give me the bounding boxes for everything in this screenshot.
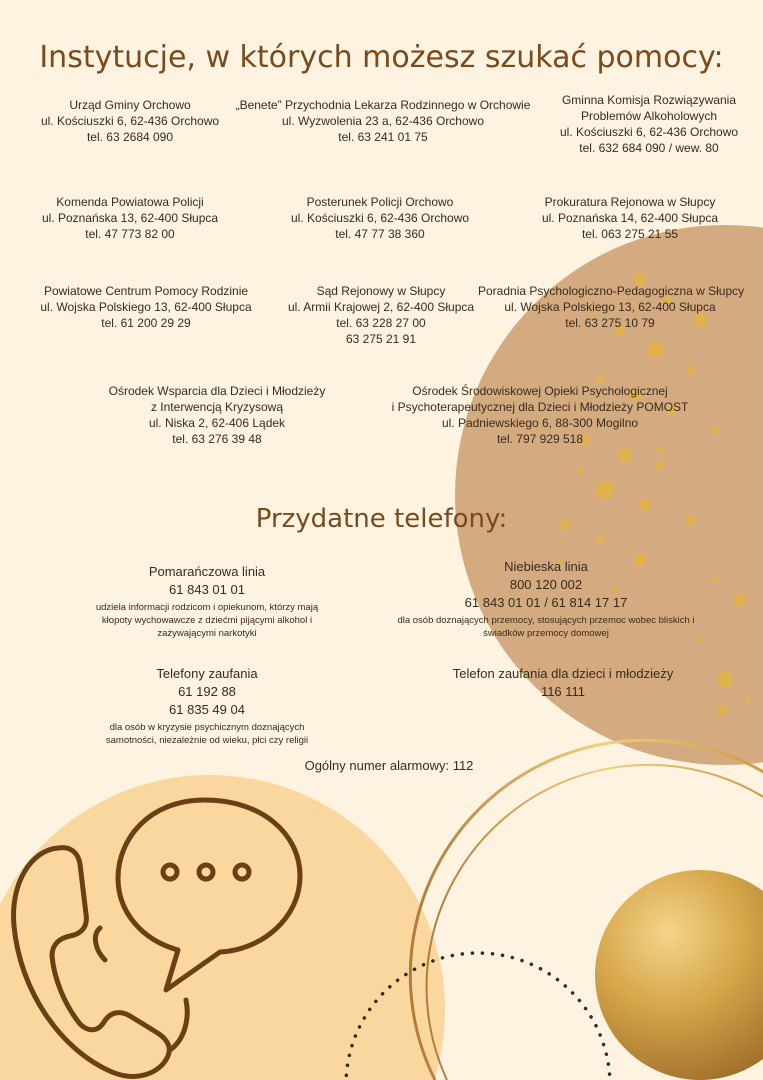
institution-address: ul. Wojska Polskiego 13, 62-400 Słupca bbox=[40, 300, 252, 314]
institution-phone: tel. 632 684 090 / wew. 80 bbox=[579, 141, 719, 155]
phone-pomaranczowa-linia bbox=[80, 563, 334, 640]
phone-number: 61 835 49 04 bbox=[169, 702, 245, 717]
alarm-number: Ogólny numer alarmowy: 112 bbox=[304, 758, 474, 773]
phone-telefony-zaufania bbox=[80, 665, 334, 747]
institution-name: Ośrodek Środowiskowej Opieki Psychologicznej bbox=[412, 384, 668, 398]
institution-phone: tel. 63 276 39 48 bbox=[172, 432, 262, 446]
phone-number: 61 192 88 bbox=[178, 684, 236, 699]
phone-number: 61 843 01 01 bbox=[169, 582, 245, 597]
institution-address: ul. Wyzwolenia 23 a, 62-436 Orchowo bbox=[282, 114, 484, 128]
phone-desc-line: dla osób doznających przemocy, stosujących przemoc wobec bliskich i bbox=[397, 615, 695, 626]
institution-prokuratura bbox=[530, 194, 730, 242]
institution-name: Powiatowe Centrum Pomocy Rodzinie bbox=[43, 284, 249, 298]
phone-desc-line: dla osób w kryzysie psychicznym doznających bbox=[109, 722, 305, 733]
phone-desc-line: samotności, niezależnie od wieku, płci czy religii bbox=[105, 735, 309, 746]
institution-poradnia bbox=[478, 283, 745, 331]
institution-name: „Benete” Przychodnia Lekarza Rodzinnego w Orchowie bbox=[235, 98, 531, 112]
phones-title: Przydatne telefony: bbox=[255, 504, 508, 534]
institution-phone: tel. 61 200 29 29 bbox=[101, 316, 191, 330]
institution-pomost bbox=[390, 383, 690, 447]
institution-przychodnia bbox=[230, 97, 536, 145]
phone-niebieska-linia bbox=[388, 558, 704, 640]
institution-posterunek-policji bbox=[280, 194, 480, 242]
institution-komisja bbox=[544, 92, 754, 156]
institution-phone: tel. 47 77 38 360 bbox=[335, 227, 425, 241]
institution-name: Komenda Powiatowa Policji bbox=[56, 195, 204, 209]
phone-desc-line: zażywającymi narkotyki bbox=[157, 628, 257, 639]
phone-name: Niebieska linia bbox=[504, 559, 588, 574]
institution-name: Sąd Rejonowy w Słupcy bbox=[316, 284, 446, 298]
phone-zaufania-dzieci bbox=[430, 665, 696, 701]
institution-name: Prokuratura Rejonowa w Słupcy bbox=[544, 195, 716, 209]
phone-number: 800 120 002 bbox=[509, 577, 583, 592]
institution-phone: tel. 063 275 21 55 bbox=[581, 227, 679, 241]
institution-address: ul. Padniewskiego 6, 88-300 Mogilno bbox=[441, 416, 639, 430]
institution-name: Ośrodek Wsparcia dla Dzieci i Młodzieży bbox=[108, 384, 326, 398]
page-title: Instytucje, w których możesz szukać pomocy: bbox=[39, 40, 724, 75]
phone-desc-line: świadków przemocy domowej bbox=[483, 628, 609, 639]
institution-sad-rejonowy bbox=[276, 283, 486, 347]
institution-name-line2: z Interwencją Kryzysową bbox=[150, 400, 284, 414]
institution-pcpr bbox=[30, 283, 262, 331]
institution-komenda-policji bbox=[30, 194, 230, 242]
institution-phone: tel. 797 929 518 bbox=[496, 432, 584, 446]
institution-urzad-gminy bbox=[30, 97, 230, 145]
institution-address: ul. Armii Krajowej 2, 62-400 Słupca bbox=[287, 300, 475, 314]
phone-desc-line: udziela informacji rodzicom i opiekunom, którzy mają bbox=[95, 602, 319, 613]
institution-address: ul. Poznańska 14, 62-400 Słupca bbox=[541, 211, 719, 225]
institution-address: ul. Wojska Polskiego 13, 62-400 Słupca bbox=[504, 300, 716, 314]
phone-name: Pomarańczowa linia bbox=[148, 564, 266, 579]
institution-phone-2: 63 275 21 91 bbox=[345, 332, 417, 346]
institution-address: ul. Poznańska 13, 62-400 Słupca bbox=[41, 211, 219, 225]
phone-name: Telefon zaufania dla dzieci i młodzieży bbox=[452, 666, 674, 681]
institution-phone: tel. 47 773 82 00 bbox=[85, 227, 175, 241]
institution-phone: tel. 63 241 01 75 bbox=[338, 130, 428, 144]
phone-number: 61 843 01 01 / 61 814 17 17 bbox=[464, 595, 628, 610]
institution-name: Gminna Komisja Rozwiązywania bbox=[561, 93, 737, 107]
institution-name-line2: i Psychoterapeutycznej dla Dzieci i Młodzieży POMOST bbox=[391, 400, 689, 414]
institution-name: Posterunek Policji Orchowo bbox=[306, 195, 454, 209]
institution-phone: tel. 63 275 10 79 bbox=[565, 316, 655, 330]
institution-phone: tel. 63 228 27 00 bbox=[336, 316, 426, 330]
phone-name: Telefony zaufania bbox=[156, 666, 258, 681]
institution-address: ul. Kościuszki 6, 62-436 Orchowo bbox=[290, 211, 470, 225]
phone-desc-line: kłopoty wychowawcze z dziećmi pijącymi alkohol i bbox=[101, 615, 313, 626]
institution-phone: tel. 63 2684 090 bbox=[86, 130, 174, 144]
institution-address: ul. Niska 2, 62-406 Lądek bbox=[148, 416, 286, 430]
phone-number: 116 111 bbox=[540, 684, 586, 699]
institution-name: Poradnia Psychologiczno-Pedagogiczna w Słupcy bbox=[478, 284, 745, 298]
institution-address: ul. Kościuszki 6, 62-436 Orchowo bbox=[40, 114, 220, 128]
institution-osrodek-wsparcia bbox=[100, 383, 334, 447]
institution-address: ul. Kościuszki 6, 62-436 Orchowo bbox=[559, 125, 739, 139]
institution-name: Urząd Gminy Orchowo bbox=[69, 98, 191, 112]
institution-name-line2: Problemów Alkoholowych bbox=[580, 109, 718, 123]
